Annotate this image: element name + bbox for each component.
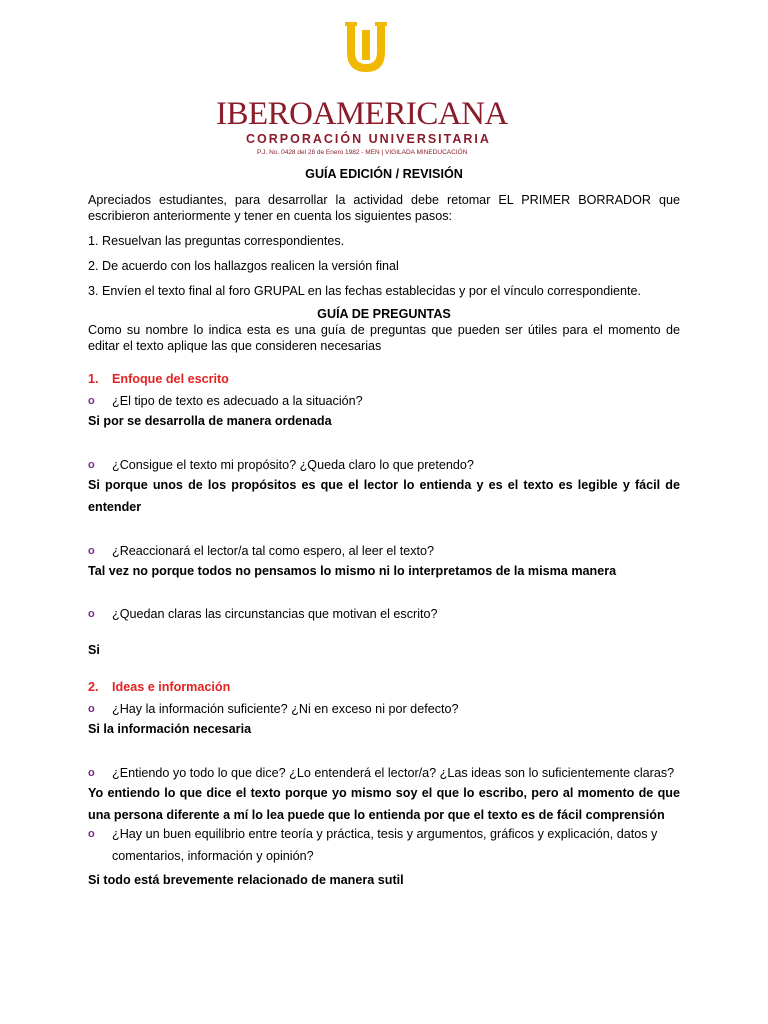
question-4: ¿Quedan claras las circunstancias que motivan el escrito?	[112, 607, 438, 621]
bullet-icon: o	[88, 459, 95, 471]
step-3: 3. Envíen el texto final al foro GRUPAL en las fechas establecidas y por el vínculo correspondiente.	[88, 284, 642, 298]
answer-5: Si la información necesaria	[88, 722, 252, 736]
answer-2: Si porque unos de los propósitos es que el lector lo entienda y es el texto es legible y fácil de entender	[88, 478, 680, 514]
ui-monogram-logo-icon	[343, 22, 389, 76]
university-header	[0, 20, 768, 156]
answer-1: Si por se desarrolla de manera ordenada	[88, 414, 332, 428]
section-1-heading	[88, 371, 680, 387]
guide-intro: Como su nombre lo indica esta es una guía de preguntas que pueden ser útiles para el momento de editar el texto aplique las que consideren necesarias	[88, 323, 680, 353]
section-2-title: Ideas e información	[112, 680, 231, 694]
answer-6: Yo entiendo lo que dice el texto porque yo mismo soy el que lo escribo, pero al momento de que una persona diferente a mí lo lea puede que lo entienda por que el texto es de fácil comprensión	[88, 786, 680, 822]
question-2: ¿Consigue el texto mi propósito? ¿Queda claro lo que pretendo?	[112, 458, 474, 472]
section-1-number: 1.	[88, 372, 99, 386]
step-2: 2. De acuerdo con los hallazgos realicen la versión final	[88, 259, 399, 273]
step-1: 1. Resuelvan las preguntas correspondientes.	[88, 234, 345, 248]
section-heading: GUÍA DE PREGUNTAS	[317, 307, 451, 321]
section-2-heading	[88, 679, 680, 695]
question-1: ¿El tipo de texto es adecuado a la situación?	[112, 394, 363, 408]
brand-legal-text: P.J. No. 0428 del 28 de Enero 1982 - MEN | VIGILADA MINEDUCACIÓN	[257, 149, 468, 156]
answer-3: Tal vez no porque todos no pensamos lo mismo ni lo interpretamos de la misma manera	[88, 564, 617, 578]
answer-7: Si todo está brevemente relacionado de manera sutil	[88, 873, 404, 887]
bullet-icon: o	[88, 608, 95, 620]
section-2-number: 2.	[88, 680, 99, 694]
question-3: ¿Reaccionará el lector/a tal como espero, al leer el texto?	[112, 544, 435, 558]
brand-name: IBEROAMERICANA	[216, 96, 508, 132]
brand-subtitle: CORPORACIÓN UNIVERSITARIA	[246, 132, 491, 146]
page-title: GUÍA EDICIÓN / REVISIÓN	[305, 167, 463, 181]
section-1-title: Enfoque del escrito	[112, 372, 229, 386]
question-5: ¿Hay la información suficiente? ¿Ni en exceso ni por defecto?	[112, 702, 459, 716]
bullet-icon: o	[88, 545, 95, 557]
question-6: ¿Entiendo yo todo lo que dice? ¿Lo entenderá el lector/a? ¿Las ideas son lo suficientemente claras?	[112, 766, 675, 780]
bullet-icon: o	[88, 395, 95, 407]
bullet-icon: o	[88, 828, 95, 840]
bullet-icon: o	[88, 703, 95, 715]
intro-paragraph: Apreciados estudiantes, para desarrollar la actividad debe retomar EL PRIMER BORRADOR que escribieron anteriormente y tener en cuenta los siguientes pasos:	[88, 193, 680, 223]
answer-4: Si	[88, 643, 100, 657]
question-7: ¿Hay un buen equilibrio entre teoría y práctica, tesis y argumentos, gráficos y explicación, datos y comentarios, información y opinión?	[112, 827, 658, 863]
bullet-icon: o	[88, 767, 95, 779]
